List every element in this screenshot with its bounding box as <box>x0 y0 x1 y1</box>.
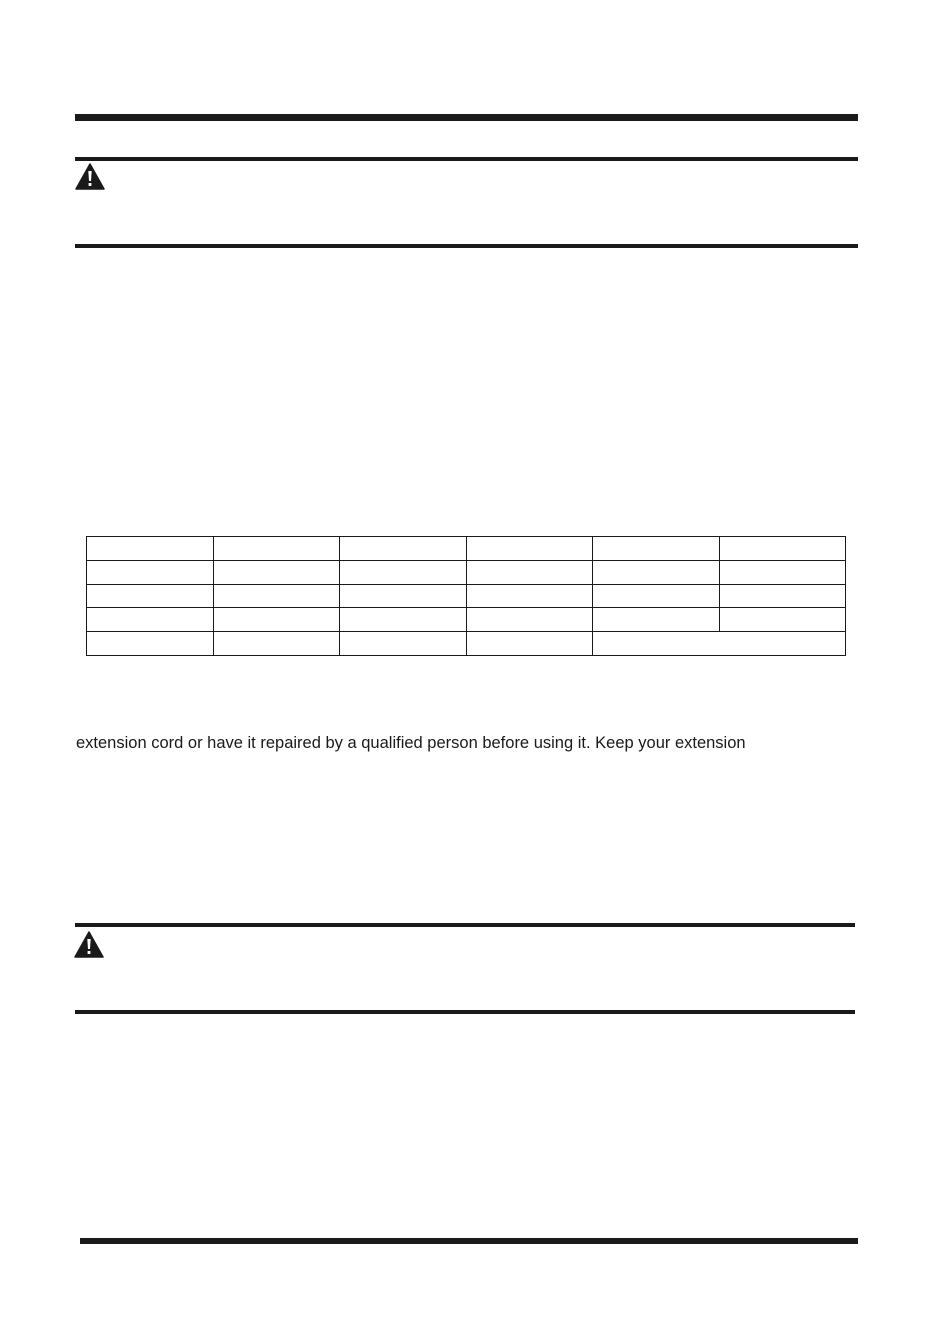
table-cell <box>213 632 340 656</box>
table-cell <box>466 584 593 608</box>
table-cell <box>87 584 214 608</box>
table-cell-merged <box>593 632 846 656</box>
table-cell <box>593 608 720 632</box>
table-cell <box>340 584 467 608</box>
table-cell <box>213 608 340 632</box>
table-cell <box>340 608 467 632</box>
table-cell <box>719 560 846 584</box>
table-cell <box>213 537 340 561</box>
table-cell <box>340 632 467 656</box>
table-cell <box>466 608 593 632</box>
warning-triangle-icon <box>74 931 104 959</box>
table-cell <box>466 537 593 561</box>
table-cell <box>340 537 467 561</box>
table-row <box>87 560 846 584</box>
table-row <box>87 632 846 656</box>
table-cell <box>593 537 720 561</box>
page-footer-rule <box>80 1238 858 1244</box>
warning-triangle-icon <box>75 163 105 191</box>
extension-cord-gauge-table <box>86 536 846 656</box>
table-cell <box>593 560 720 584</box>
warning-box-bottom-rule-2 <box>75 1010 855 1014</box>
table-cell <box>593 584 720 608</box>
table-cell <box>466 560 593 584</box>
table-cell <box>87 608 214 632</box>
table-row <box>87 584 846 608</box>
table-row <box>87 537 846 561</box>
table-cell <box>466 632 593 656</box>
table-cell <box>87 537 214 561</box>
warning-box-top-rule <box>75 157 858 161</box>
table-cell <box>213 584 340 608</box>
table-cell <box>719 608 846 632</box>
table-cell <box>213 560 340 584</box>
table-cell <box>87 560 214 584</box>
table-cell <box>340 560 467 584</box>
section-header-rule <box>75 114 858 121</box>
warning-box-top-rule-2 <box>75 923 855 927</box>
table-cell <box>719 537 846 561</box>
table-row <box>87 608 846 632</box>
table-cell <box>719 584 846 608</box>
table-cell <box>87 632 214 656</box>
warning-box-bottom-rule <box>75 244 858 248</box>
extension-cord-paragraph-line: extension cord or have it repaired by a qualified person before using it. Keep your extension <box>76 734 746 752</box>
